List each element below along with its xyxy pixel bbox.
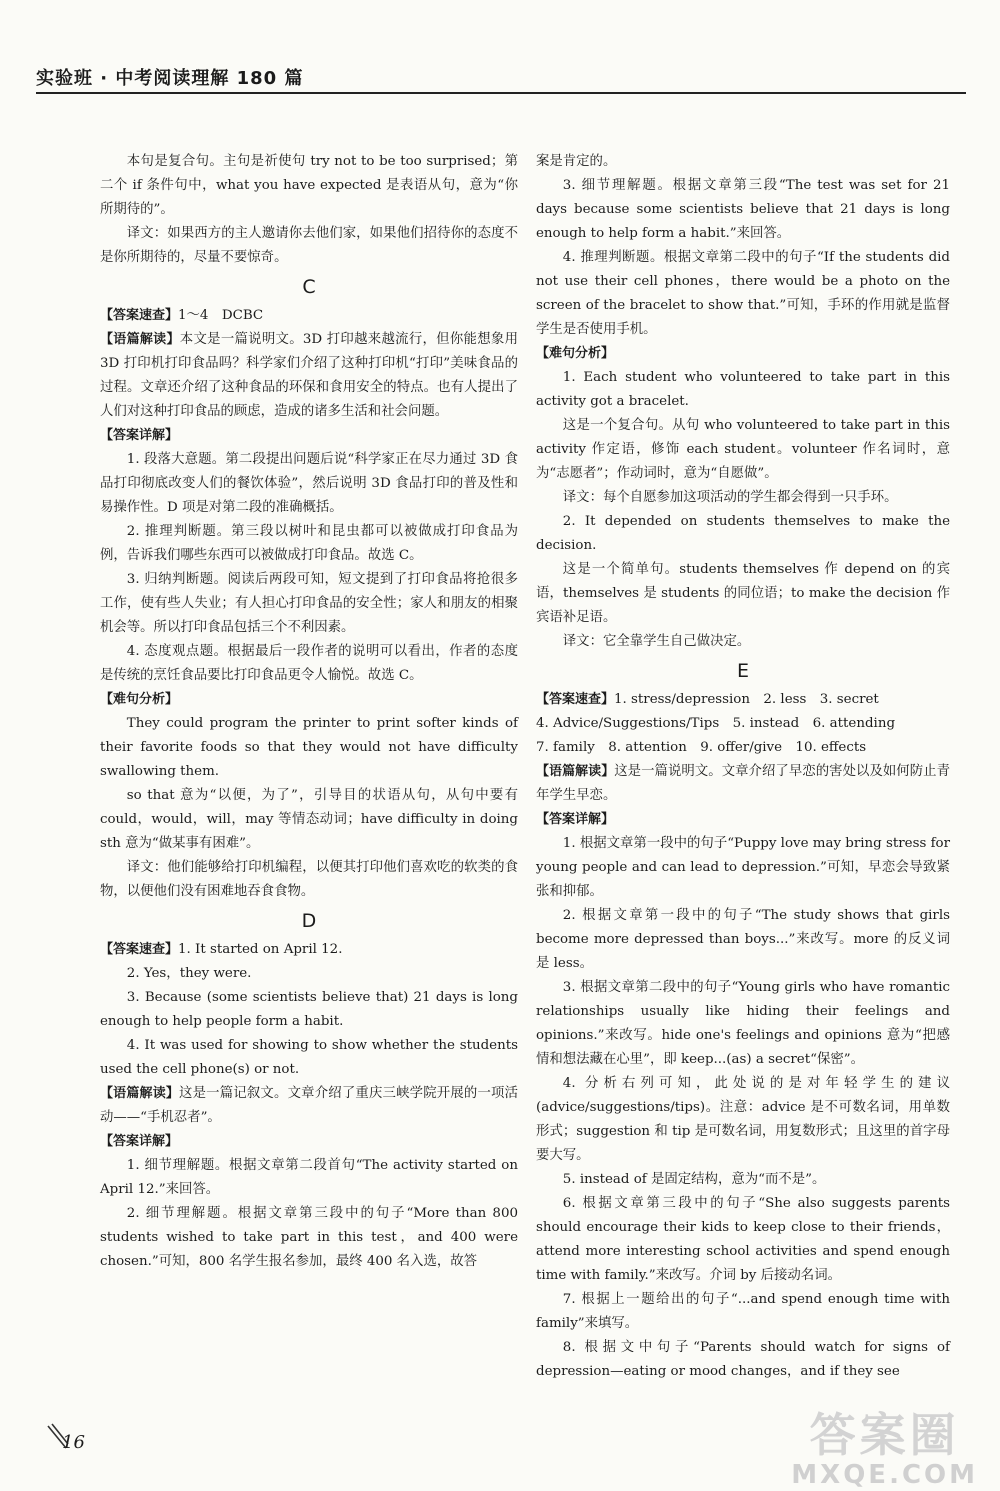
section-tag: 【语篇解读】: [536, 764, 615, 779]
paragraph: 2. 推理判断题。第三段以树叶和昆虫都可以被做成打印食品为例，告诉我们哪些东西可以被做成打印食品。故选 C。: [100, 524, 518, 563]
tag-text: 这是一篇记叙文。文章介绍了重庆三峡学院开展的一项活动——“手机忍者”。: [100, 1086, 518, 1125]
paragraph: 译文：它全靠学生自己做决定。: [562, 634, 751, 649]
right-column: [536, 150, 950, 1384]
header-rule: [36, 92, 966, 94]
paragraph: 3. 根据文章第二段中的句子“Young girls who have romantic relationships usually like hiding their feelings and opinions.”来改写。hide one's feelings and opinions 意为“把感情和想法藏在心里”，即 keep...(as) a secret“保密”。: [536, 980, 950, 1067]
paragraph: 2. 根据文章第一段中的句子“The study shows that girls become more depressed than boys...”来改写。more 的反义词是 less。: [536, 908, 950, 971]
tagged-paragraph: [536, 760, 950, 808]
paragraph: 1. 段落大意题。第二段提出问题后说“科学家正在尽力通过 3D 食品打印彻底改变人们的餐饮体验”，然后说明 3D 食品打印的普及性和易操作性。D 项是对第二段的准确概括。: [100, 452, 518, 515]
section-tag: 【难句分析】: [536, 346, 615, 361]
paragraph: 6. 根据文章第三段中的句子“She also suggests parents should encourage their kids to keep close to their friends，attend more interesting school activities and spend enough time with family.”来改写。介词 by 后接动名词。: [536, 1196, 950, 1283]
tag-text: 1～4 DCBC: [178, 308, 264, 323]
watermark-site: MXQE.COM: [791, 1460, 978, 1490]
paragraph: 3. 细节理解题。根据文章第三段“The test was set for 21 days because some scientists believe that 21 days is long enough to help form a habit.”来回答。: [536, 178, 950, 241]
section-tag: 【答案详解】: [100, 428, 179, 443]
paragraph: 1. 细节理解题。根据文章第二段首句“The activity started on April 12.”来回答。: [100, 1158, 518, 1197]
paragraph: 这是一个简单句。students themselves 作 depend on 的宾语，themselves 是 students 的同位语；to make the decision 作宾语补足语。: [536, 562, 950, 625]
paragraph: 这是一个复合句。从句 who volunteered to take part in this activity 作定语，修饰 each student。volunteer 作名词时，意为“志愿者”；作动词时，意为“自愿做”。: [536, 418, 950, 481]
watermark: [791, 1410, 978, 1490]
left-column: [100, 150, 518, 1274]
paragraph: 本句是复合句。主句是祈使句 try not to be too surprised；第二个 if 条件句中，what you have expected 是表语从句，意为“你所期待的”。: [100, 154, 518, 217]
section-tag: 【语篇解读】: [100, 332, 180, 347]
tag-text: 这是一篇说明文。文章介绍了早恋的害处以及如何防止青年学生早恋。: [536, 764, 950, 803]
tagged-paragraph: [100, 1082, 518, 1130]
paragraph: They could program the printer to print softer kinds of their favorite foods so that they would not have difficulty swallowing them.: [100, 716, 518, 779]
paragraph: 3. Because (some scientists believe that) 21 days is long enough to help people form a habit.: [100, 990, 518, 1029]
section-heading: D: [301, 910, 317, 932]
tag-row: [100, 688, 518, 712]
section-heading: C: [302, 276, 316, 298]
paragraph: 5. instead of 是固定结构，意为“而不是”。: [562, 1172, 826, 1187]
tagged-paragraph: [100, 304, 518, 328]
paragraph: 2. Yes，they were.: [126, 966, 252, 981]
paragraph: 4. 推理判断题。根据文章第二段中的句子“If the students did not use their cell phones，there would be a photo on the screen of the bracelet to show that.”可知，手环的作用就是监督学生是否使用手机。: [536, 250, 950, 337]
paragraph: 译文：如果西方的主人邀请你去他们家，如果他们招待你的态度不是你所期待的，尽量不要惊奇。: [100, 226, 518, 265]
paragraph: 案是肯定的。: [536, 154, 617, 169]
section-heading: E: [736, 660, 749, 682]
running-header: 实验班 · 中考阅读理解 180 篇: [36, 68, 304, 89]
tag-row: [100, 1130, 518, 1154]
section-tag: 【答案速查】: [100, 308, 179, 323]
section-tag: 【答案详解】: [100, 1134, 179, 1149]
section-tag: 【答案速查】: [536, 692, 615, 707]
tag-text: 1. stress/depression 2. less 3. secret: [614, 692, 879, 707]
paragraph: 8. 根据文中句子“Parents should watch for signs of depression—eating or mood changes，and if they see: [536, 1340, 950, 1379]
paragraph: 1. 根据文章第一段中的句子“Puppy love may bring stress for young people and can lead to depression.”可知，早恋会导致紧张和抑郁。: [536, 836, 950, 899]
tag-row: [536, 808, 950, 832]
paragraph: 2. 细节理解题。根据文章第三段中的句子“More than 800 students wished to take part in this test，and 400 were chosen.”可知，800 名学生报名参加，最终 400 名入选，故答: [100, 1206, 518, 1269]
paragraph: 译文：他们能够给打印机编程，以便其打印他们喜欢吃的软类的食物，以便他们没有困难地吞食食物。: [100, 860, 518, 899]
section-tag: 【难句分析】: [100, 692, 179, 707]
paragraph: 4. 态度观点题。根据最后一段作者的说明可以看出，作者的态度是传统的烹饪食品要比打印食品更令人愉悦。故选 C。: [100, 644, 518, 683]
tagged-paragraph: [536, 688, 950, 712]
watermark-main: 答案圈: [809, 1408, 960, 1462]
tag-row: [536, 342, 950, 366]
section-tag: 【语篇解读】: [100, 1086, 180, 1101]
paragraph: 7. 根据上一题给出的句子“...and spend enough time with family”来填写。: [536, 1292, 950, 1331]
paragraph: 3. 归纳判断题。阅读后两段可知，短文提到了打印食品将抢很多工作，使有些人失业；有人担心打印食品的安全性；家人和朋友的相聚机会等。所以打印食品包括三个不利因素。: [100, 572, 518, 635]
tag-row: [100, 424, 518, 448]
section-tag: 【答案速查】: [100, 942, 179, 957]
tag-text: 1. It started on April 12.: [178, 942, 343, 957]
paragraph: so that 意为“以便，为了”，引导目的状语从句，从句中要有 could，would，will，may 等情态动词；have difficulty in doing sth 意为“做某事有困难”。: [100, 788, 518, 851]
paragraph: 7. family 8. attention 9. offer/give 10. effects: [536, 740, 867, 755]
paragraph: 译文：每个自愿参加这项活动的学生都会得到一只手环。: [562, 490, 898, 505]
tag-text: 本文是一篇说明文。3D 打印越来越流行，但你能想象用 3D 打印机打印食品吗？科学家们介绍了这种打印机“打印”美味食品的过程。文章还介绍了这种食品的环保和食用安全的特点。也有人提出了人们对这种打印食品的顾虑，造成的诸多生活和社会问题。: [100, 332, 518, 419]
page-number: 16: [62, 1432, 85, 1453]
paragraph: 4. 分析右列可知，此处说的是对年轻学生的建议(advice/suggestions/tips)。注意：advice 是不可数名词，用单数形式；suggestion 和 tip 是可数名词，用复数形式；且这里的首字母要大写。: [536, 1076, 950, 1163]
paragraph: 1. Each student who volunteered to take part in this activity got a bracelet.: [536, 370, 950, 409]
section-tag: 【答案详解】: [536, 812, 615, 827]
paragraph: 2. It depended on students themselves to make the decision.: [536, 514, 950, 553]
paragraph: 4. It was used for showing to show whether the students used the cell phone(s) or not.: [100, 1038, 518, 1077]
paragraph: 4. Advice/Suggestions/Tips 5. instead 6. attending: [536, 716, 896, 731]
tagged-paragraph: [100, 328, 518, 424]
tagged-paragraph: [100, 938, 518, 962]
